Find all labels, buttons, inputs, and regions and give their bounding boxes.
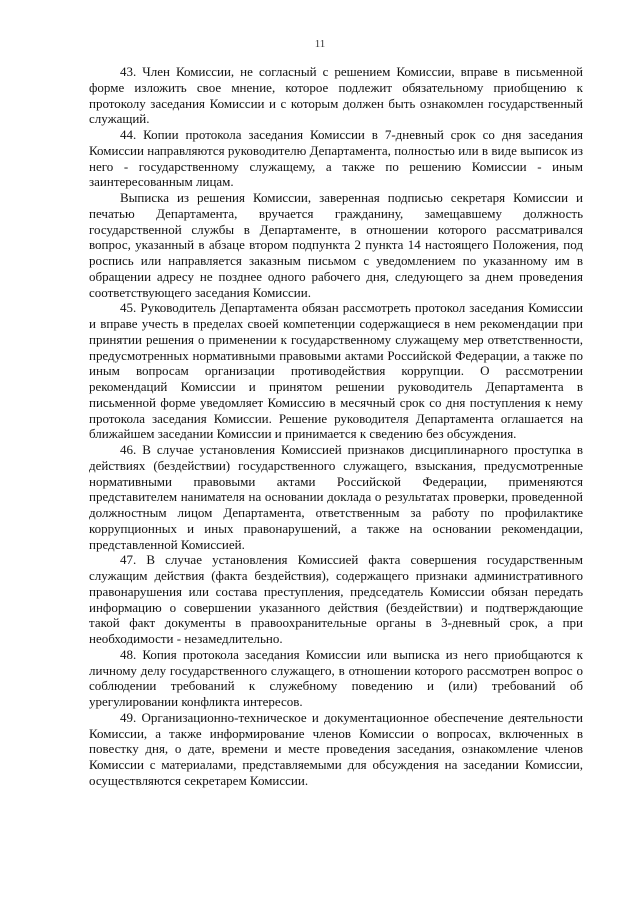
paragraph-43: 43. Член Комиссии, не согласный с решением Комиссии, вправе в письменной форме изложить свое мнение, которое подлежит обязательному приобщению к протоколу заседания Комиссии и с которым должен быть ознакомлен государственный служащий. (89, 64, 583, 127)
paragraph-44: 44. Копии протокола заседания Комиссии в 7-дневный срок со дня заседания Комиссии направляются руководителю Департамента, полностью или в виде выписок из него - государственному служащему, а также по решению Комиссии - иным заинтересованным лицам. (89, 127, 583, 190)
paragraph-46: 46. В случае установления Комиссией признаков дисциплинарного проступка в действиях (бездействии) государственного служащего, взыскания, предусмотренные нормативными правовыми актами Российской Федерации, применяются представителем нанимателя на основании доклада о результатах проверки, проведенной должностным лицом Департамента, ответственным за работу по профилактике коррупционных и иных правонарушений, а также на основании рекомендации, представленной Комиссией. (89, 442, 583, 552)
paragraph-47: 47. В случае установления Комиссией факта совершения государственным служащим действия (факта бездействия), содержащего признаки административного правонарушения или состава преступления, председатель Комиссии обязан передать информацию о совершении указанного действия (бездействии) и подтверждающие такой факт документы в правоохранительные органы в 3-дневный срок, а при необходимости - незамедлительно. (89, 552, 583, 646)
paragraph-45: 45. Руководитель Департамента обязан рассмотреть протокол заседания Комиссии и вправе учесть в пределах своей компетенции содержащиеся в нем рекомендации при принятии решения о применении к государственному служащему мер ответственности, предусмотренных нормативными правовыми актами Российской Федерации, а также по иным вопросам организации противодействия коррупции. О рассмотрении рекомендаций Комиссии и принятом решении руководитель Департамента в письменной форме уведомляет Комиссию в месячный срок со дня поступления к нему протокола заседания Комиссии. Решение руководителя Департамента оглашается на ближайшем заседании Комиссии и принимается к сведению без обсуждения. (89, 300, 583, 442)
paragraph-48: 48. Копия протокола заседания Комиссии или выписка из него приобщаются к личному делу государственного служащего, в отношении которого рассмотрен вопрос о соблюдении требований к служебному поведению и (или) требований об урегулировании конфликта интересов. (89, 646, 583, 709)
paragraph-44-extract: Выписка из решения Комиссии, заверенная подписью секретаря Комиссии и печатью Департамента, вручается гражданину, замещавшему должность государственной службы в Департаменте, в отношении которого рассматривался вопрос, указанный в абзаце втором подпункта 2 пункта 14 настоящего Положения, под роспись или направляется заказным письмом с уведомлением по указанному им в обращении адресу не позднее одного рабочего дня, следующего за днем проведения соответствующего заседания Комиссии. (89, 190, 583, 300)
paragraph-49: 49. Организационно-техническое и документационное обеспечение деятельности Комиссии, а также информирование членов Комиссии о вопросах, включенных в повестку дня, о дате, времени и месте проведения заседания, ознакомление членов Комиссии с материалами, представляемыми для обсуждения на заседании Комиссии, осуществляются секретарем Комиссии. (89, 709, 583, 788)
document-body (89, 64, 583, 789)
page-number: 11 (314, 38, 326, 50)
